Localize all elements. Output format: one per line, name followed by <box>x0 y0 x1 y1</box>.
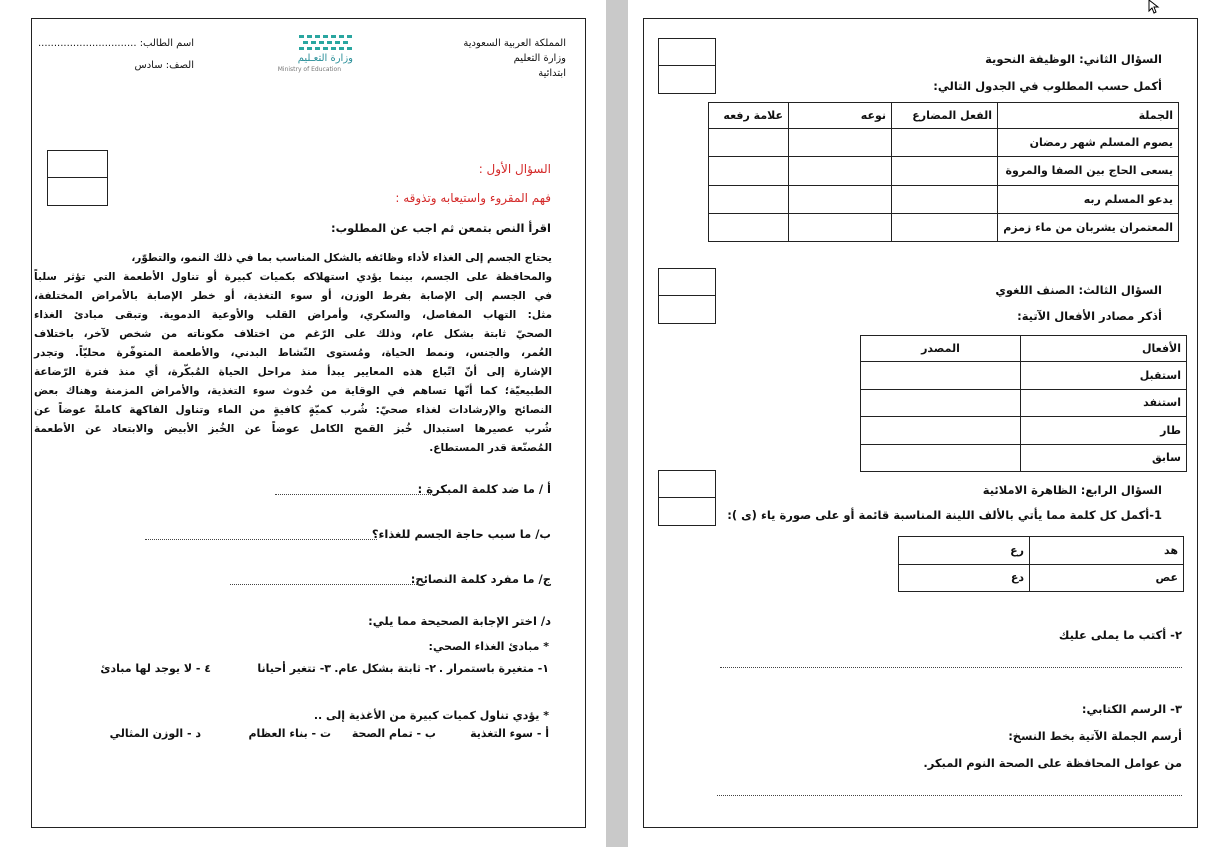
passage-line: في الجسم إلى الإصابة بفرط الوزن، أو سوء التغذية، أو خطر الإصابة بالأمراض المختلفة، <box>34 290 552 302</box>
passage-line: يحتاج الجسم إلى الغذاء لأداء وظائفه بالشكل المناسب بما في ذلك النمو، والتطوّر، <box>131 252 552 264</box>
grade-label: الصف: سادس <box>134 60 194 71</box>
col-verb: الفعل المضارع <box>892 103 998 129</box>
passage-line: الطبيعيّة؛ كما أنّها تساهم في الوقاية من حُدوث سوء التغذية، والأمراض المزمنة وهناك بعض <box>34 385 552 397</box>
col-sentence: الجملة <box>998 103 1179 129</box>
col-source: المصدر <box>861 336 1021 362</box>
passage-line: المُصنّعة قدر المستطاع. <box>429 442 552 454</box>
q1-instruction: اقرأ النص بتمعن ثم اجب عن المطلوب: <box>331 221 551 235</box>
answer-cell[interactable] <box>709 213 789 241</box>
student-name-field: اسم الطالب: ............................... <box>37 38 194 49</box>
worksheet-page-right <box>628 0 1215 847</box>
table-cell: طار <box>1021 417 1187 445</box>
q2-score-box <box>658 38 716 94</box>
ministry-label: وزارة التعليم <box>513 53 566 64</box>
table-cell: يصوم المسلم شهر رمضان <box>998 129 1179 157</box>
table-cell: يسعى الحاج بين الصفا والمروة <box>998 157 1179 185</box>
table-cell: استقبل <box>1021 362 1187 390</box>
word-cell[interactable]: رع <box>899 537 1030 565</box>
q3-score-box <box>658 268 716 324</box>
table-cell: يدعو المسلم ربه <box>998 185 1179 213</box>
passage-line: الإشارة إلى أنّ اتّباع هذه المعايير يبدأ منذ مراحل الحياة المُبكّرة، أي منذ فترة الرّضاعة <box>34 366 552 378</box>
passage-line: العُمر، والجنس، ونمط الحياة، ومُستوى النّشاط البدني، والأطعمة المتوفّرة محليّاً. وتجدر <box>34 347 552 359</box>
passage-line: مثل: التهاب المفاصل، والسكري، وأمراض القلب والأوعية الدموية. وتبقى مبادئ الغذاء <box>34 309 552 321</box>
col-verbs: الأفعال <box>1021 336 1187 362</box>
table-cell: استنفد <box>1021 389 1187 417</box>
q4-item2: ٢- أكتب ما يملى عليك <box>1058 628 1182 642</box>
mcq2-option-1[interactable]: أ - سوء التغذية <box>470 727 549 740</box>
mcq1-option-1[interactable]: ١- متغيرة باستمرار . <box>438 662 549 675</box>
grammar-table <box>708 102 1179 242</box>
logo-arabic-text: وزارة التعـليم <box>297 53 353 64</box>
q4-item1: 1-أكمل كل كلمة مما يأتي بالألف اللينة المناسبة قائمة أو على صورة ياء (ى ): <box>727 508 1162 522</box>
q3-instruction: أذكر مصادر الأفعال الآتية: <box>1017 309 1162 323</box>
col-sign: علامة رفعه <box>709 103 789 129</box>
answer-cell[interactable] <box>789 129 892 157</box>
logo-english-text: Ministry of Education <box>277 66 341 73</box>
stage-label: ابتدائية <box>538 68 566 79</box>
question-d: د/ اختر الإجابة الصحيحة مما يلي: <box>368 614 551 628</box>
col-type: نوعه <box>789 103 892 129</box>
mcq2-option-3[interactable]: ت - بناء العظام <box>248 727 331 740</box>
page-gap <box>606 0 628 847</box>
passage-line: شُرب عصيرها استبدال خُبز القمح الكامل عوضاً عن الخُبز الأبيض والابتعاد عن الأطعمة <box>34 423 552 435</box>
answer-line-a[interactable] <box>275 494 435 495</box>
q1-title: السؤال الأول : <box>478 162 551 176</box>
q2-title: السؤال الثاني: الوظيفة النحوية <box>985 52 1162 66</box>
passage-line: النصائح والإرشادات لغذاء صحيّ: شُرب كميّةٍ كافيةٍ من الماء وتناول الفاكهة كاملةً عوضاً عن <box>34 404 552 416</box>
mcq1-stem: * مبادئ الغذاء الصحي: <box>428 640 549 653</box>
verb-source-table <box>860 335 1187 472</box>
word-cell[interactable]: عص <box>1030 564 1184 592</box>
answer-cell[interactable] <box>892 129 998 157</box>
answer-cell[interactable] <box>861 444 1021 472</box>
answer-line-b[interactable] <box>145 539 377 540</box>
ministry-logo-icon <box>297 33 353 53</box>
answer-cell[interactable] <box>861 389 1021 417</box>
question-a: أ / ما ضد كلمة المبكرة : <box>417 482 551 496</box>
q4-title: السؤال الرابع: الظاهرة الاملائية <box>982 483 1162 497</box>
answer-cell[interactable] <box>709 185 789 213</box>
passage-line: والمحافظة على الجسم، بينما يؤدي استهلاكه بكميات كبيرة أو تناول الأطعمة التي تؤثر سلباً <box>34 271 552 283</box>
q4-item3-instruction: أرسم الجملة الآتية بخط النسخ: <box>1008 729 1182 743</box>
answer-cell[interactable] <box>709 129 789 157</box>
answer-line-c[interactable] <box>230 584 425 585</box>
answer-cell[interactable] <box>789 185 892 213</box>
q1-score-box <box>47 150 108 206</box>
word-cell[interactable]: هد <box>1030 537 1184 565</box>
reading-passage <box>34 249 552 458</box>
answer-cell[interactable] <box>892 157 998 185</box>
q4-item3: ٣- الرسم الكتابي: <box>1081 702 1182 716</box>
answer-cell[interactable] <box>892 213 998 241</box>
passage-line: الصحيّ ثابتة بشكل عام، وذلك على الرّغم من اختلاف مكوناته من شخص لآخر، باختلاف <box>34 328 552 340</box>
word-cell[interactable]: دع <box>899 564 1030 592</box>
q4-score-box <box>658 470 716 526</box>
table-cell: المعتمران يشربان من ماء زمزم <box>998 213 1179 241</box>
answer-cell[interactable] <box>709 157 789 185</box>
mcq1-option-3[interactable]: ٣- تتغير أحيانا <box>257 662 331 675</box>
kingdom-label: المملكة العربية السعودية <box>463 38 566 49</box>
table-cell: سابق <box>1021 444 1187 472</box>
worksheet-page-left <box>0 0 606 847</box>
mcq2-option-2[interactable]: ب - تمام الصحة <box>351 727 436 740</box>
dictation-line[interactable] <box>720 667 1182 668</box>
alif-layyina-table <box>898 536 1184 592</box>
mcq2-stem: * يؤدي تناول كميات كبيرة من الأغذية إلى .. <box>313 709 549 722</box>
answer-cell[interactable] <box>789 157 892 185</box>
mcq1-option-2[interactable]: ٢- ثابتة بشكل عام. <box>334 662 436 675</box>
q1-subtitle: فهم المقروء واستيعابه وتذوقه : <box>395 191 551 205</box>
handwriting-line[interactable] <box>717 795 1182 796</box>
answer-cell[interactable] <box>861 362 1021 390</box>
q2-instruction: أكمل حسب المطلوب في الجدول التالي: <box>933 79 1162 93</box>
question-b: ب/ ما سبب حاجة الجسم للغذاء؟ <box>371 527 551 541</box>
mouse-cursor-icon <box>1148 0 1164 14</box>
question-c: ج/ ما مفرد كلمة النصائح: <box>410 572 551 586</box>
mcq1-option-4[interactable]: ٤ - لا يوجد لها مبادئ <box>100 662 211 675</box>
answer-cell[interactable] <box>861 417 1021 445</box>
mcq2-option-4[interactable]: د - الوزن المثالي <box>109 727 201 740</box>
answer-cell[interactable] <box>789 213 892 241</box>
q3-title: السؤال الثالث: الصنف اللغوي <box>995 283 1162 297</box>
answer-cell[interactable] <box>892 185 998 213</box>
q4-item3-sentence: من عوامل المحافظة على الصحة النوم المبكر. <box>923 756 1182 770</box>
